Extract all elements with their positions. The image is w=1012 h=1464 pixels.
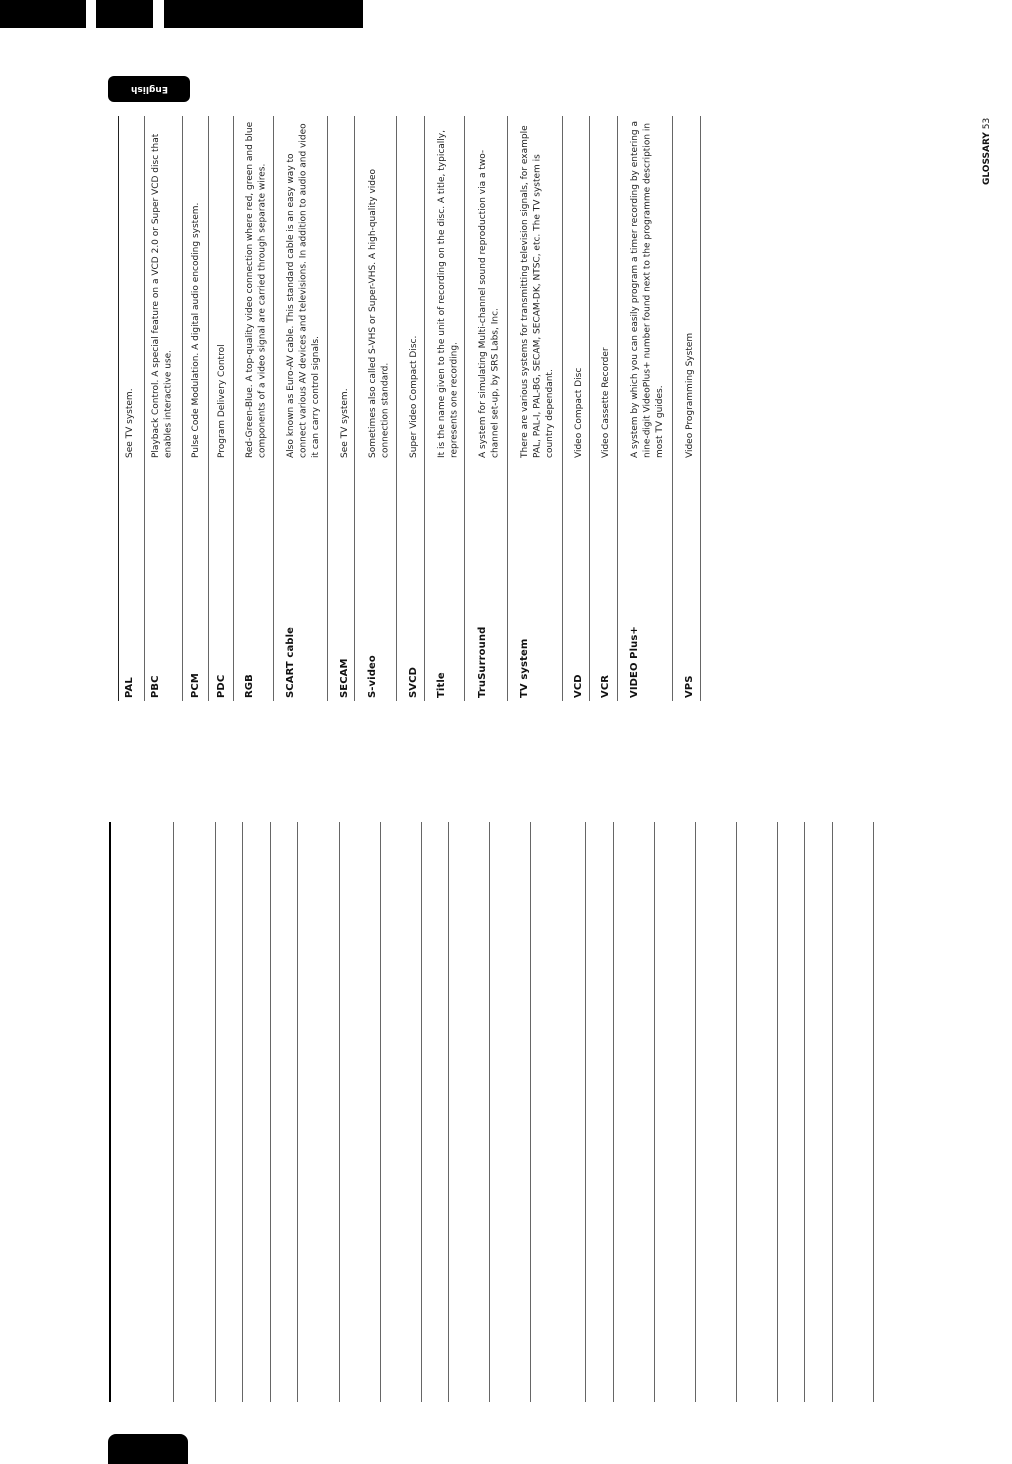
row-rule — [396, 116, 397, 701]
glossary-term: Title — [436, 672, 447, 698]
glossary-term: PBC — [150, 675, 161, 698]
glossary-term: SCART cable — [285, 627, 296, 698]
section-title: GLOSSARY — [982, 132, 992, 186]
lower-row-rule — [777, 822, 778, 1402]
glossary-definition: See TV system. — [125, 388, 135, 458]
row-rule — [562, 116, 563, 701]
lower-row-rule — [489, 822, 490, 1402]
lower-row-rule — [585, 822, 586, 1402]
lower-row-rule — [613, 822, 614, 1402]
row-rule — [208, 116, 209, 701]
glossary-definition: Program Delivery Control — [217, 344, 227, 458]
row-rule — [617, 116, 618, 701]
glossary-term: VCR — [600, 674, 611, 698]
glossary-definition: Video Compact Disc — [574, 367, 584, 458]
lower-row-rule — [804, 822, 805, 1402]
row-rule — [273, 116, 274, 701]
lower-table-rule-left — [109, 822, 111, 1402]
glossary-definition: Super Video Compact Disc. — [409, 335, 419, 458]
glossary-term: RGB — [244, 674, 255, 698]
row-rule — [700, 116, 701, 701]
glossary-term: PCM — [190, 673, 201, 698]
glossary-definition: It is the name given to the unit of recording on the disc. A title, typically, represents one recording. — [437, 130, 460, 458]
glossary-definition: Video Programming System — [685, 332, 695, 458]
lower-row-rule — [421, 822, 422, 1402]
bottom-tab — [108, 1434, 188, 1464]
lower-row-rule — [173, 822, 174, 1402]
lower-row-rule — [654, 822, 655, 1402]
language-tab-label: English — [130, 84, 168, 94]
row-rule — [589, 116, 590, 701]
glossary-term: VIDEO Plus+ — [629, 626, 640, 698]
top-bar-2 — [96, 0, 153, 28]
glossary-definition: See TV system. — [340, 388, 350, 458]
language-tab[interactable] — [108, 76, 190, 102]
row-rule — [464, 116, 465, 701]
top-bar-3 — [164, 0, 363, 28]
glossary-definition: Pulse Code Modulation. A digital audio encoding system. — [191, 202, 201, 458]
glossary-definition: Sometimes also called S-VHS or Super-VHS. A high-quality video connection standard. — [368, 168, 391, 458]
glossary-definition: Red-Green-Blue. A top-quality video connection where red, green and blue components of a video signal are carried through separate wires. — [245, 121, 268, 458]
lower-row-rule — [873, 822, 874, 1402]
glossary-definition: Also known as Euro-AV cable. This standard cable is an easy way to connect various AV devices and televisions. In addition to audio and video it can carry control signals. — [286, 123, 321, 458]
glossary-term: TV system — [519, 638, 530, 698]
glossary-definition: Playback Control. A special feature on a VCD 2.0 or Super VCD disc that enables interactive use. — [151, 133, 174, 458]
top-bar-1 — [0, 0, 86, 28]
lower-row-rule — [339, 822, 340, 1402]
row-rule — [327, 116, 328, 701]
glossary-term: VCD — [573, 674, 584, 698]
row-rule — [672, 116, 673, 701]
glossary-term: SVCD — [408, 667, 419, 698]
lower-row-rule — [242, 822, 243, 1402]
row-rule — [144, 116, 145, 701]
table-rule-left — [118, 116, 119, 701]
lower-row-rule — [448, 822, 449, 1402]
lower-row-rule — [297, 822, 298, 1402]
row-rule — [233, 116, 234, 701]
lower-row-rule — [832, 822, 833, 1402]
glossary-definition: A system for simulating Multi-channel sound reproduction via a two-channel set-up, by SRS Labs, Inc. — [478, 149, 501, 458]
row-rule — [182, 116, 183, 701]
glossary-term: VPS — [684, 675, 695, 698]
glossary-term: S-video — [367, 655, 378, 698]
glossary-definition: There are various systems for transmitting television signals, for example PAL, PAL-I, PAL-BG, SECAM, SECAM-DK, NTSC, etc. The TV system is country dependant. — [520, 125, 555, 458]
lower-row-rule — [380, 822, 381, 1402]
running-head — [982, 118, 992, 190]
lower-row-rule — [736, 822, 737, 1402]
glossary-term: TruSurround — [477, 626, 488, 698]
glossary-definition: A system by which you can easily program a timer recording by entering a nine-digit VideoPlus+ number found next to the programme description in most TV guides. — [630, 120, 665, 458]
lower-row-rule — [215, 822, 216, 1402]
row-rule — [507, 116, 508, 701]
lower-row-rule — [270, 822, 271, 1402]
row-rule — [424, 116, 425, 701]
glossary-term: PDC — [216, 674, 227, 698]
page-number: 53 — [982, 118, 992, 130]
row-rule — [354, 116, 355, 701]
glossary-term: PAL — [124, 677, 135, 698]
glossary-term: SECAM — [339, 658, 350, 698]
glossary-definition: Video Cassette Recorder — [601, 347, 611, 458]
lower-row-rule — [695, 822, 696, 1402]
lower-row-rule — [530, 822, 531, 1402]
